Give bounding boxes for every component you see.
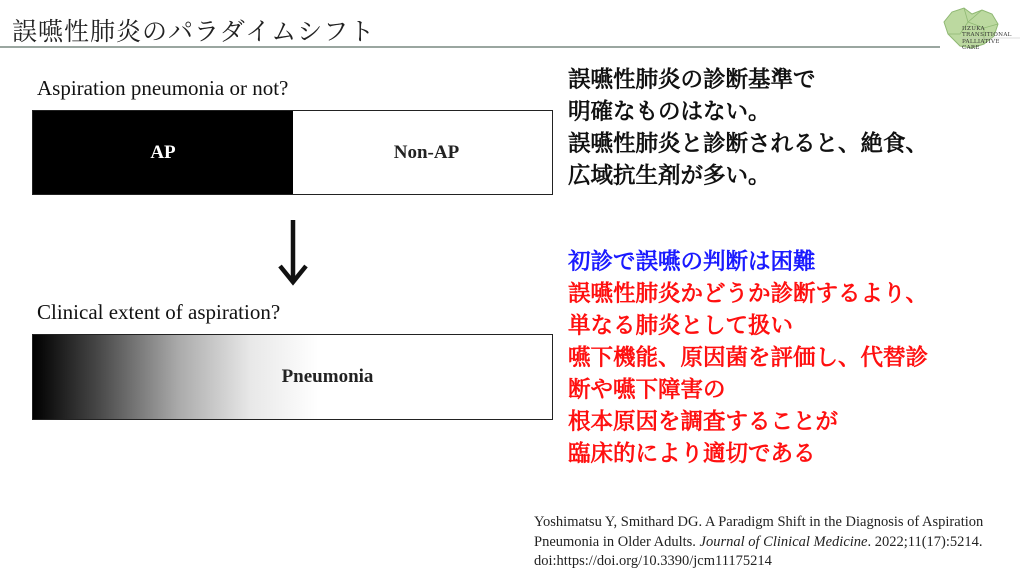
non-ap-segment (293, 111, 552, 194)
statement-line-red: 誤嚥性肺炎かどうか診断するより、 (568, 281, 929, 307)
statement-block-black (568, 64, 1020, 192)
statement-line-red: 嚥下機能、原因菌を評価し、代替診 (568, 345, 929, 371)
statement-line: 誤嚥性肺炎の診断基準で (568, 67, 816, 93)
statement-line-red: 断や嚥下障害の (568, 377, 726, 403)
citation-authors-title: Yoshimatsu Y, Smithard DG. A Paradigm Shift in the Diagnosis of Aspiration Pneumonia in Older Adults. (534, 514, 984, 550)
statement-line-red: 単なる肺炎として扱い (568, 313, 794, 339)
non-ap-label: Non-AP (393, 141, 460, 163)
citation-journal: Journal of Clinical Medicine (699, 533, 868, 550)
pneumonia-gradient-bar (32, 334, 553, 420)
logo-line: IIZUKA (962, 26, 985, 32)
logo-text (962, 26, 1012, 52)
statement-line-blue: 初診で誤嚥の判断は困難 (568, 249, 816, 275)
statement-line-red: 臨床的により適切である (568, 441, 816, 467)
ap-label: AP (150, 141, 176, 163)
statement-block-colored (568, 246, 1020, 470)
logo-line: PALLIATIVE (962, 38, 1000, 45)
diagram-heading-top: Aspiration pneumonia or not? (37, 76, 289, 100)
pneumonia-label: Pneumonia (281, 366, 374, 387)
diagram-heading-bottom: Clinical extent of aspiration? (37, 300, 281, 324)
title-divider (0, 46, 940, 48)
statement-line: 広域抗生剤が多い。 (568, 163, 771, 189)
down-arrow-icon (276, 218, 310, 288)
ap-classification-bar (32, 110, 553, 195)
statement-line: 明確なものはない。 (568, 99, 771, 125)
logo-line: CARE (962, 45, 980, 52)
statement-line-red: 根本原因を調査することが (568, 409, 839, 435)
logo-line: TRANSITIONAL (962, 32, 1012, 39)
statement-line: 誤嚥性肺炎と診断されると、絶食、 (568, 131, 929, 157)
ap-segment (33, 111, 293, 194)
citation (534, 513, 1020, 572)
citation-details: . 2022;11(17):5214. doi:https://doi.org/10.3390/jcm11175214 (534, 533, 983, 569)
logo (938, 4, 1020, 54)
slide-title: 誤嚥性肺炎のパラダイムシフト (12, 17, 376, 46)
